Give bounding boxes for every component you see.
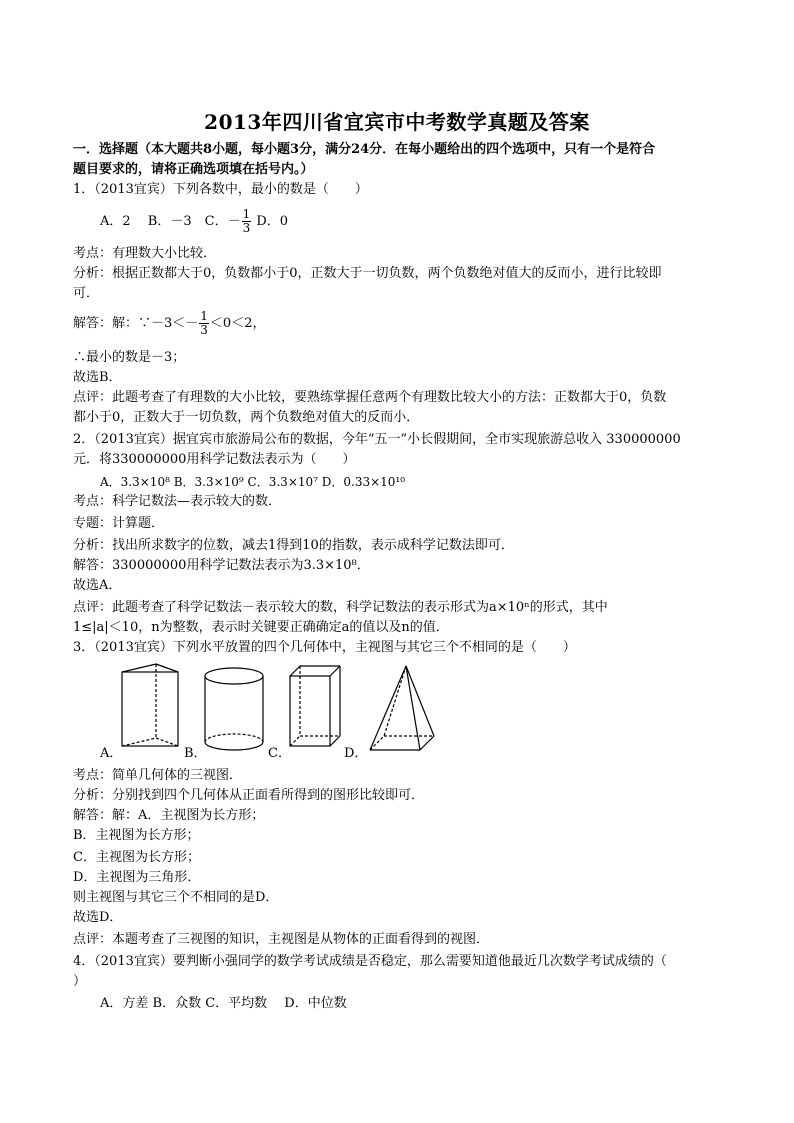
q2-choice: 故选A． — [73, 578, 122, 593]
q3-jieda-a: 解答：解：A．主视图为长方形； — [73, 808, 265, 823]
q3-question: 3．（2013宜宾）下列水平放置的四个几何体中，主视图与其它三个不相同的是（ ） — [73, 640, 576, 655]
q3-shapes — [100, 662, 460, 762]
q3-fenxi: 分析：分别找到四个几何体从正面看所得到的图形比较即可． — [73, 788, 425, 803]
q2-zhuanti: 专题：计算题． — [73, 516, 165, 531]
q3-jieda-d: D．主视图为三角形． — [73, 870, 201, 885]
q1-choice: 故选B． — [73, 370, 122, 385]
q2-options: A．3.3×10⁸ B．3.3×10⁹ C．3.3×10⁷ D．0.33×10¹⁰ — [100, 475, 406, 489]
q3-choice: 故选D． — [73, 910, 123, 925]
q1-question: 1．（2013宜宾）下列各数中，最小的数是（ ） — [73, 182, 368, 197]
q1-dianping-line1: 点评：此题考查了有理数的大小比较，要熟练掌握任意两个有理数比较大小的方法：正数都大于0，负数 — [73, 390, 667, 405]
q1-jieda-post: ＜0＜2， — [209, 316, 266, 331]
q1-kaodian: 考点：有理数大小比较． — [73, 246, 217, 261]
q1-options-pre: A．2 B．－3 C．－ — [100, 214, 241, 229]
q1-options — [100, 208, 750, 234]
q3-kaodian: 考点：简单几何体的三视图． — [73, 768, 243, 783]
q1-jieda — [73, 310, 723, 340]
q1-fenxi-line2: 可． — [73, 286, 100, 301]
q4-question-line2: ） — [73, 974, 87, 989]
page-title: 2013年四川省宜宾市中考数学真题及答案 — [204, 110, 590, 134]
shape-b-label: B． — [184, 746, 207, 761]
q1-dianping-line2: 都小于0，正数大于一切负数，两个负数绝对值大的反而小． — [73, 410, 420, 425]
q4-options: A．方差 B．众数 C．平均数 D．中位数 — [100, 996, 347, 1011]
q2-dianping-line1: 点评：此题考查了科学记数法－表示较大的数，科学记数法的表示形式为a×10ⁿ的形式，其中 — [73, 600, 608, 615]
q4-question-line1: 4．（2013宜宾）要判断小强同学的数学考试成绩是否稳定，那么需要知道他最近几次数学考试成绩的（ — [73, 954, 667, 969]
q1-fenxi-line1: 分析：根据正数都大于0，负数都小于0，正数大于一切负数，两个负数绝对值大的反而小，进行比较即 — [73, 266, 662, 281]
q2-fenxi: 分析：找出所求数字的位数，减去1得到10的指数，表示成科学记数法即可． — [73, 538, 514, 553]
q1-options-fraction: $\frac{1}{3}$ — [242, 207, 251, 235]
q1-conclusion: ∴最小的数是－3； — [73, 350, 186, 365]
q2-dianping-line2: 1≤|a|＜10，n为整数，表示时关键要正确确定a的值以及n的值． — [73, 620, 449, 635]
q1-jieda-pre: 解答：解：∵－3＜－ — [73, 316, 199, 331]
shape-d-pyramid — [370, 666, 434, 750]
shape-a-label: A． — [100, 746, 123, 761]
q2-question-line2: 元．将330000000用科学记数法表示为（ ） — [73, 452, 356, 467]
shape-d-label: D． — [344, 746, 368, 761]
q1-jieda-fraction: $\frac{1}{3}$ — [200, 309, 208, 337]
q3-conclusion: 则主视图与其它三个不相同的是D． — [73, 890, 279, 905]
q2-jieda: 解答：330000000用科学记数法表示为3.3×10⁸． — [73, 558, 370, 573]
q2-kaodian: 考点：科学记数法—表示较大的数． — [73, 494, 282, 509]
section-heading-line2: 题目要求的，请将正确选项填在括号内。） — [73, 162, 314, 177]
q3-dianping: 点评：本题考查了三视图的知识，主视图是从物体的正面看得到的视图． — [73, 932, 490, 947]
q1-options-post: D．0 — [252, 214, 289, 229]
q3-jieda-c: C．主视图为长方形； — [73, 850, 200, 865]
shape-a-triangular-prism — [122, 664, 178, 746]
q2-question-line1: 2．（2013宜宾）据宜宾市旅游局公布的数据，今年“五一”小长假期间，全市实现旅游总收入 330000000 — [73, 432, 681, 447]
q3-jieda-b: B．主视图为长方形； — [73, 828, 200, 843]
shape-c-label: C． — [268, 746, 291, 761]
section-heading-line1: 一．选择题（本大题共8小题，每小题3分，满分24分．在每小题给出的四个选项中，只有一个是符合 — [73, 142, 656, 157]
shape-c-cuboid — [290, 666, 340, 746]
shape-b-cylinder — [205, 668, 263, 750]
